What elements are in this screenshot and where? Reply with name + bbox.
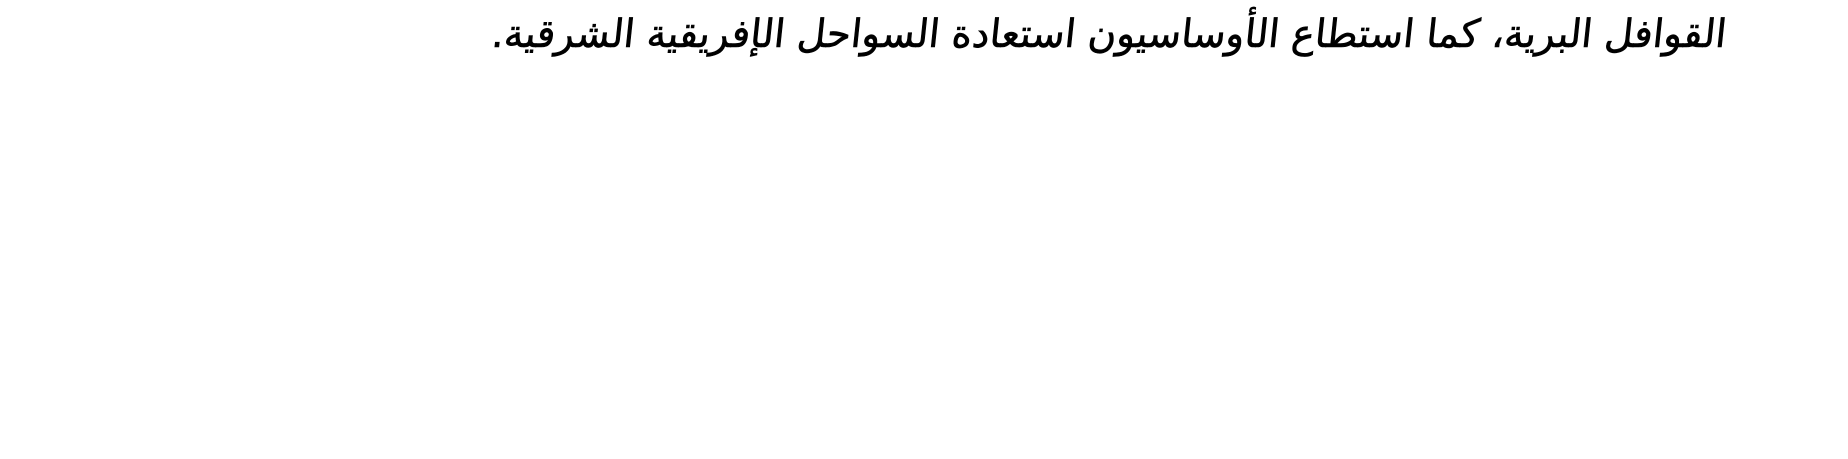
handwritten-text-line: القوافل البرية، كما استطاع الأوساسيون استعادة السواحل الإفريقية الشرقية. (489, 12, 1729, 57)
